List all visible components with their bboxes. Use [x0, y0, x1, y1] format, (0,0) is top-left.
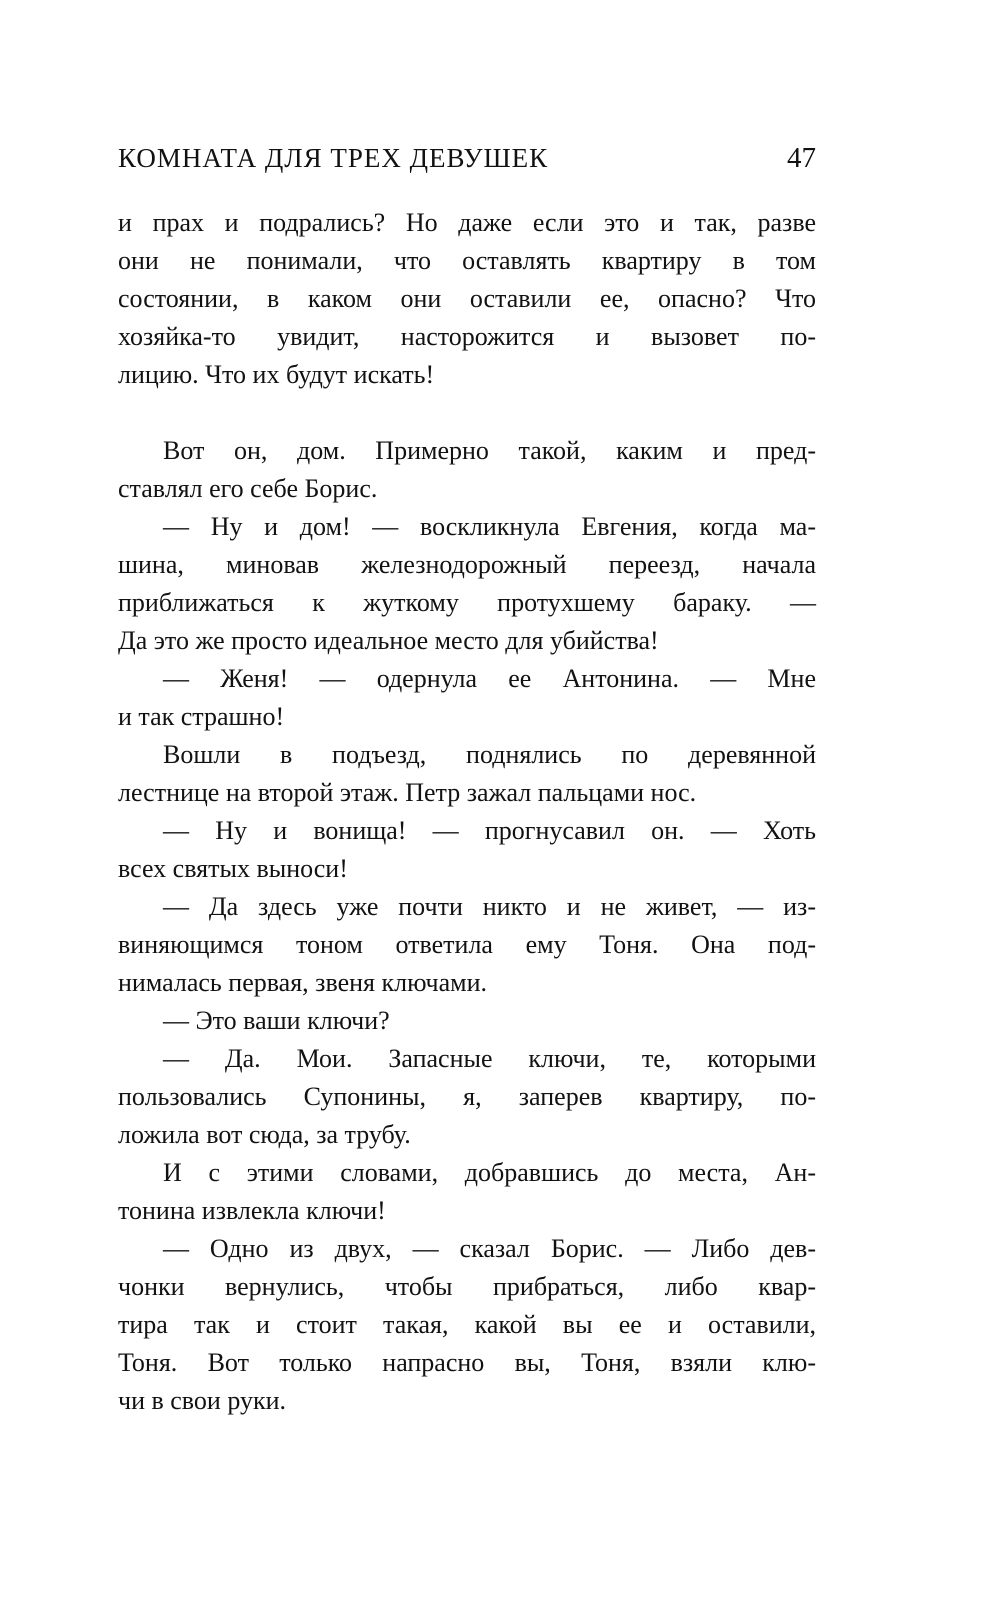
paragraph: [118, 1002, 816, 1040]
text-line: приближаться к жуткому протухшему бараку. —: [118, 588, 816, 617]
text-line: шина, миновав железнодорожный переезд, начала: [118, 550, 816, 579]
text-line: и так страшно!: [118, 702, 285, 731]
text-line: они не понимали, что оставлять квартиру в том: [118, 246, 816, 275]
text-line: — Женя! — одернула ее Антонина. — Мне: [163, 664, 816, 693]
chapter-title: КОМНАТА ДЛЯ ТРЕХ ДЕВУШЕК: [118, 143, 549, 173]
page-number: 47: [787, 142, 816, 174]
paragraph: [118, 812, 816, 888]
text-line: тира так и стоит такая, какой вы ее и оставили,: [118, 1310, 816, 1339]
text-line: — Да здесь уже почти никто и не живет, — из-: [163, 892, 816, 921]
text-block: [118, 204, 816, 1420]
text-line: — Одно из двух, — сказал Борис. — Либо дев-: [163, 1234, 816, 1263]
text-line: чи в свои руки.: [118, 1386, 287, 1415]
paragraph: [118, 660, 816, 736]
text-line: чонки вернулись, чтобы прибраться, либо квар-: [118, 1272, 816, 1301]
paragraph: [118, 1230, 816, 1420]
text-line: ставлял его себе Борис.: [118, 474, 378, 503]
paragraph: [118, 432, 816, 508]
text-line: Вот он, дом. Примерно такой, каким и пред-: [163, 436, 816, 465]
paragraph: [118, 888, 816, 1002]
scene-break: [118, 394, 816, 432]
paragraph: [118, 508, 816, 660]
text-line: — Ну и дом! — воскликнула Евгения, когда ма-: [163, 512, 816, 541]
text-line: нималась первая, звеня ключами.: [118, 968, 488, 997]
text-line: состоянии, в каком они оставили ее, опасно? Что: [118, 284, 816, 313]
text-line: лицию. Что их будут искать!: [118, 360, 435, 389]
text-line: и прах и подрались? Но даже если это и так, разве: [118, 208, 816, 237]
text-line: тонина извлекла ключи!: [118, 1196, 386, 1225]
text-line: лестнице на второй этаж. Петр зажал пальцами нос.: [118, 778, 697, 807]
text-line: — Это ваши ключи?: [163, 1006, 390, 1035]
paragraph: [118, 1154, 816, 1230]
text-line: И с этими словами, добравшись до места, Ан-: [163, 1158, 816, 1187]
text-line: хозяйка-то увидит, насторожится и вызовет по-: [118, 322, 816, 351]
text-line: виняющимся тоном ответила ему Тоня. Она под-: [118, 930, 816, 959]
text-line: Вошли в подъезд, поднялись по деревянной: [163, 740, 816, 769]
text-line: Да это же просто идеальное место для убийства!: [118, 626, 659, 655]
text-line: — Ну и вонища! — прогнусавил он. — Хоть: [163, 816, 816, 845]
text-line: — Да. Мои. Запасные ключи, те, которыми: [163, 1044, 816, 1073]
running-head: [118, 142, 816, 175]
text-line: пользовались Супонины, я, заперев квартиру, по-: [118, 1082, 816, 1111]
paragraph: [118, 736, 816, 812]
text-line: Тоня. Вот только напрасно вы, Тоня, взяли клю-: [118, 1348, 816, 1377]
text-line: ложила вот сюда, за трубу.: [118, 1120, 411, 1149]
paragraph: [118, 1040, 816, 1154]
text-line: всех святых выноси!: [118, 854, 348, 883]
paragraph: [118, 204, 816, 394]
